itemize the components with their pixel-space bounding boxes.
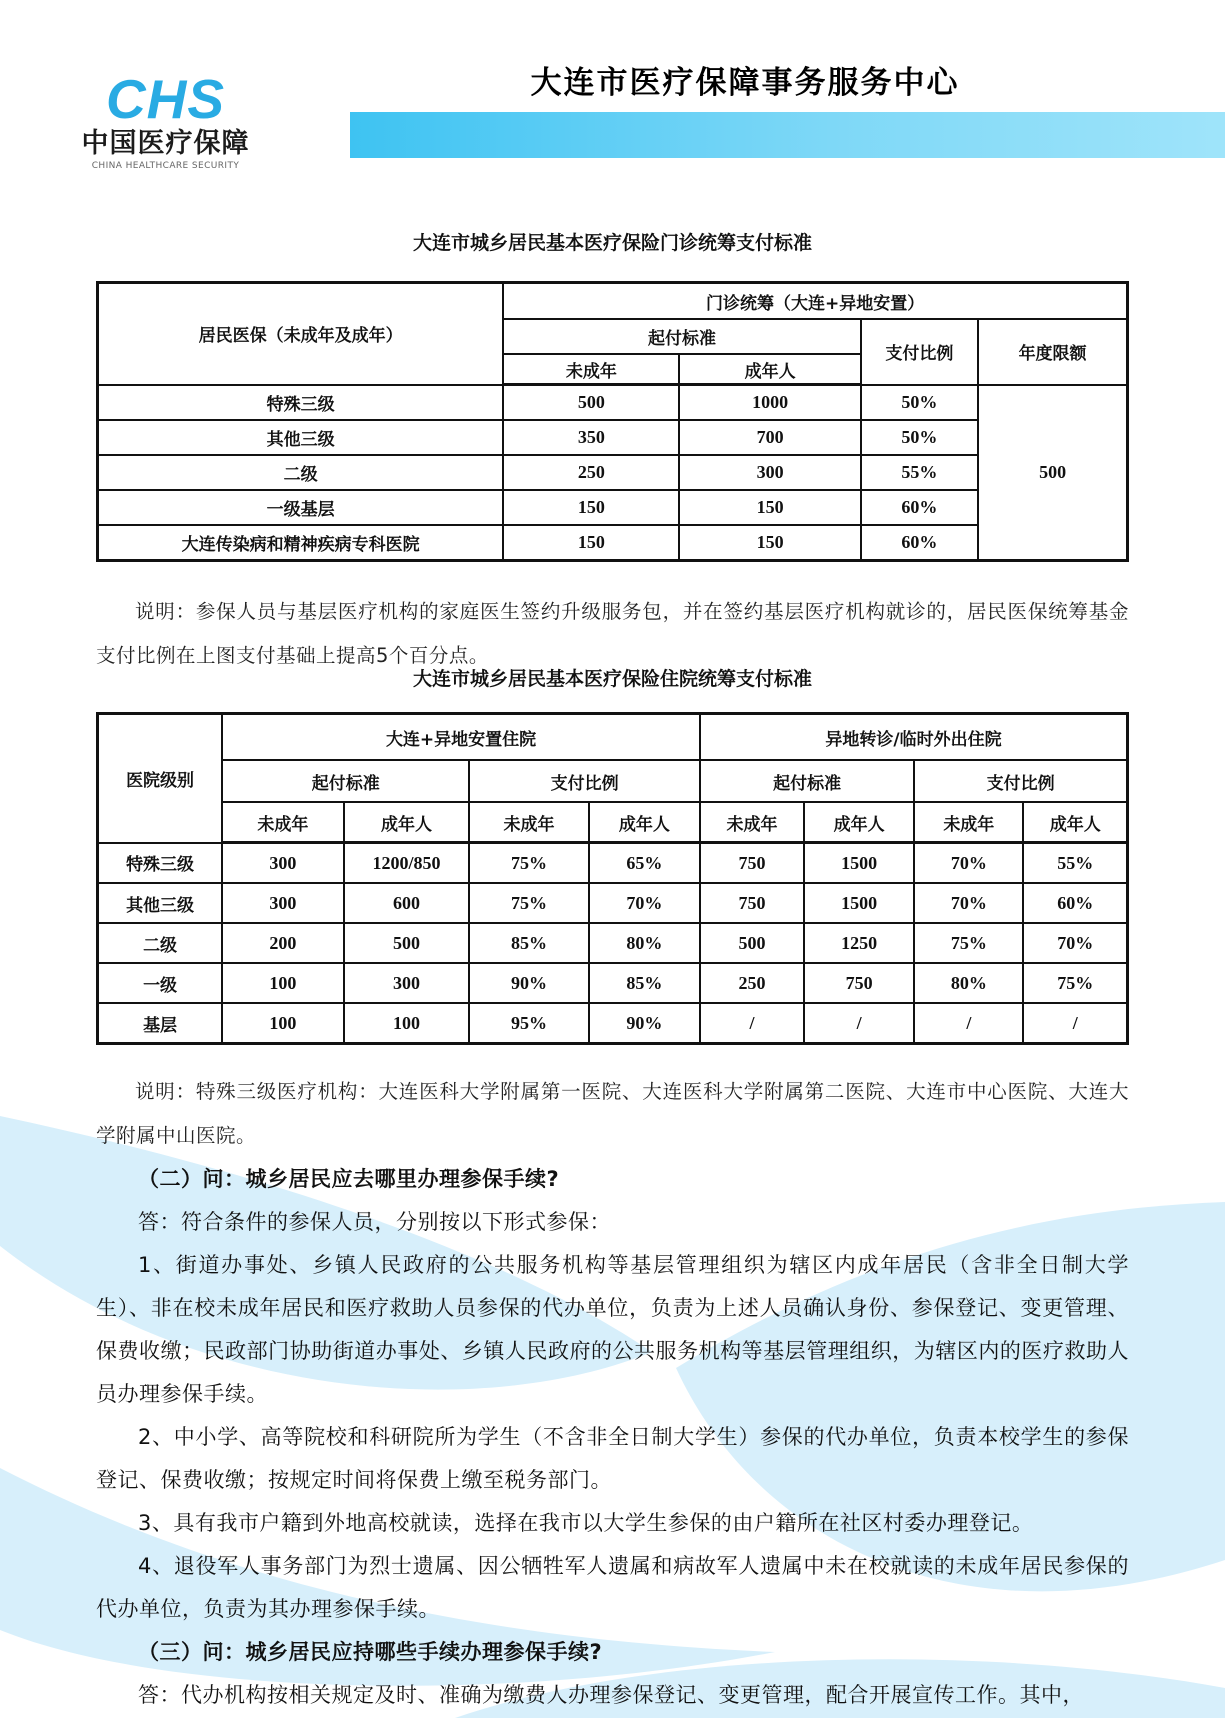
qa-section (96, 1158, 1129, 1717)
table-cell: 750 (700, 883, 804, 923)
table-cell: 1500 (804, 883, 914, 923)
table-cell: 80% (914, 963, 1023, 1003)
table-cell: 70% (589, 883, 700, 923)
deductible-header: 起付标准 (700, 760, 914, 802)
table-header-row (98, 760, 1128, 802)
question-2-item: 4、退役军人事务部门为烈士遗属、因公牺牲军人遗属和病故军人遗属中未在校就读的未成年居民参保的代办单位，负责为其办理参保手续。 (96, 1554, 1129, 1621)
table-cell: 75% (1023, 963, 1127, 1003)
table-cell: 其他三级 (98, 420, 504, 455)
table-row (98, 385, 1128, 421)
table-row (98, 883, 1128, 923)
table-cell: 一级基层 (98, 490, 504, 525)
table-row (98, 963, 1128, 1003)
table-row (98, 1003, 1128, 1044)
table-cell: 700 (679, 420, 860, 455)
table-cell: 100 (222, 1003, 344, 1044)
table-header-row (98, 714, 1128, 761)
table-cell: / (1023, 1003, 1127, 1044)
table-cell: 1250 (804, 923, 914, 963)
chs-logo-name-zh: 中国医疗保障 (81, 128, 250, 159)
table-cell: 85% (589, 963, 700, 1003)
table-cell: 60% (861, 490, 978, 525)
inpatient-note: 说明：特殊三级医疗机构：大连医科大学附属第一医院、大连医科大学附属第二医院、大连市中心医院、大连大学附属中山医院。 (96, 1079, 1129, 1147)
minor-header: 未成年 (914, 802, 1023, 843)
table-cell: 500 (344, 923, 470, 963)
chs-logo-acronym: CHS (105, 68, 226, 130)
table-cell: 100 (222, 963, 344, 1003)
chs-logo (78, 70, 253, 173)
table-cell: 150 (503, 490, 679, 525)
table-cell: 1500 (804, 843, 914, 884)
table-cell: 60% (1023, 883, 1127, 923)
table-cell: 300 (222, 843, 344, 884)
table-cell: 75% (914, 923, 1023, 963)
table-row (98, 455, 1128, 490)
minor-header: 未成年 (222, 802, 344, 843)
inpatient-table-title: 大连市城乡居民基本医疗保险住院统筹支付标准 (412, 668, 812, 690)
table-cell: 基层 (98, 1003, 223, 1044)
table-cell: 50% (861, 385, 978, 421)
table-cell: 1000 (679, 385, 860, 421)
outpatient-note: 说明：参保人员与基层医疗机构的家庭医生签约升级服务包，并在签约基层医疗机构就诊的，居民医保统筹基金支付比例在上图支付基础上提高5个百分点。 (96, 599, 1129, 667)
table-cell: 特殊三级 (98, 843, 223, 884)
table-cell: 200 (222, 923, 344, 963)
table-cell: 250 (700, 963, 804, 1003)
table-cell: 600 (344, 883, 470, 923)
table-cell: 65% (589, 843, 700, 884)
question-2-item: 2、中小学、高等院校和科研院所为学生（不含非全日制大学生）参保的代办单位，负责本校学生的参保登记、保费收缴；按规定时间将保费上缴至税务部门。 (96, 1425, 1129, 1492)
table-cell: 二级 (98, 923, 223, 963)
table-cell: 90% (589, 1003, 700, 1044)
table-cell: 500 (503, 385, 679, 421)
outpatient-table-title: 大连市城乡居民基本医疗保险门诊统筹支付标准 (412, 232, 812, 254)
table-cell: / (804, 1003, 914, 1044)
question-2-heading: （二）问：城乡居民应去哪里办理参保手续? (138, 1167, 560, 1191)
minor-header: 未成年 (503, 354, 679, 385)
question-3-answer: 答：代办机构按相关规定及时、准确为缴费人办理参保登记、变更管理，配合开展宣传工作。其中， (138, 1683, 1084, 1707)
ratio-header: 支付比例 (469, 760, 700, 802)
adult-header: 成年人 (679, 354, 860, 385)
deductible-header: 起付标准 (222, 760, 469, 802)
table-cell: 300 (679, 455, 860, 490)
adult-header: 成年人 (1023, 802, 1127, 843)
table-row (98, 923, 1128, 963)
table-cell: 大连传染病和精神疾病专科医院 (98, 525, 504, 561)
table-cell: 90% (469, 963, 588, 1003)
inpatient-table (96, 712, 1129, 1045)
table-cell: 70% (1023, 923, 1127, 963)
table-row (98, 843, 1128, 884)
table-cell: 70% (914, 843, 1023, 884)
table-header-row (98, 283, 1128, 320)
question-3-heading: （三）问：城乡居民应持哪些手续办理参保手续? (138, 1640, 603, 1664)
adult-header: 成年人 (804, 802, 914, 843)
table-cell: 60% (861, 525, 978, 561)
table-row (98, 525, 1128, 561)
ratio-header: 支付比例 (914, 760, 1127, 802)
table-cell: 55% (1023, 843, 1127, 884)
table-cell: 75% (469, 843, 588, 884)
adult-header: 成年人 (344, 802, 470, 843)
adult-header: 成年人 (589, 802, 700, 843)
outpatient-col1-header: 居民医保（未成年及成年） (98, 283, 504, 385)
deductible-header: 起付标准 (503, 319, 860, 354)
local-group-header: 大连+异地安置住院 (222, 714, 700, 761)
table-cell: 300 (222, 883, 344, 923)
table-cell: 75% (469, 883, 588, 923)
table-cell: 二级 (98, 455, 504, 490)
header-gradient-bar (350, 112, 1225, 158)
org-title: 大连市医疗保障事务服务中心 (530, 65, 960, 101)
hospital-level-header: 医院级别 (98, 714, 223, 843)
table-cell: 一级 (98, 963, 223, 1003)
table-cell: 500 (700, 923, 804, 963)
table-cell: 特殊三级 (98, 385, 504, 421)
table-cell: 55% (861, 455, 978, 490)
table-cell: 50% (861, 420, 978, 455)
table-row (98, 490, 1128, 525)
minor-header: 未成年 (469, 802, 588, 843)
annual-limit-header: 年度限额 (978, 319, 1127, 385)
table-cell: 250 (503, 455, 679, 490)
transfer-group-header: 异地转诊/临时外出住院 (700, 714, 1127, 761)
minor-header: 未成年 (700, 802, 804, 843)
table-header-row (98, 802, 1128, 843)
annual-limit-value: 500 (978, 385, 1127, 561)
table-cell: 95% (469, 1003, 588, 1044)
question-2-item: 3、具有我市户籍到外地高校就读，选择在我市以大学生参保的由户籍所在社区村委办理登记。 (138, 1511, 1034, 1535)
table-cell: 350 (503, 420, 679, 455)
ratio-header: 支付比例 (861, 319, 978, 385)
table-cell: 70% (914, 883, 1023, 923)
table-cell: / (700, 1003, 804, 1044)
table-cell: 150 (503, 525, 679, 561)
table-cell: 150 (679, 525, 860, 561)
table-cell: 300 (344, 963, 470, 1003)
table-cell: 150 (679, 490, 860, 525)
chs-logo-name-en: CHINA HEALTHCARE SECURITY (91, 161, 240, 171)
question-2-answer-intro: 答：符合条件的参保人员，分别按以下形式参保： (138, 1210, 611, 1234)
question-2-item: 1、街道办事处、乡镇人民政府的公共服务机构等基层管理组织为辖区内成年居民（含非全日制大学生）、非在校未成年居民和医疗救助人员参保的代办单位，负责为上述人员确认身份、参保登记、变更管理、保费收缴；民政部门协助街道办事处、乡镇人民政府的公共服务机构等基层管理组织，为辖区内的医疗救助人员办理参保手续。 (96, 1253, 1129, 1406)
table-cell: 750 (804, 963, 914, 1003)
outpatient-group-header: 门诊统筹（大连+异地安置） (503, 283, 1127, 320)
table-cell: 1200/850 (344, 843, 470, 884)
table-cell: 750 (700, 843, 804, 884)
table-row (98, 420, 1128, 455)
table-cell: / (914, 1003, 1023, 1044)
table-cell: 其他三级 (98, 883, 223, 923)
outpatient-table (96, 281, 1129, 562)
table-cell: 100 (344, 1003, 470, 1044)
table-cell: 80% (589, 923, 700, 963)
table-cell: 85% (469, 923, 588, 963)
